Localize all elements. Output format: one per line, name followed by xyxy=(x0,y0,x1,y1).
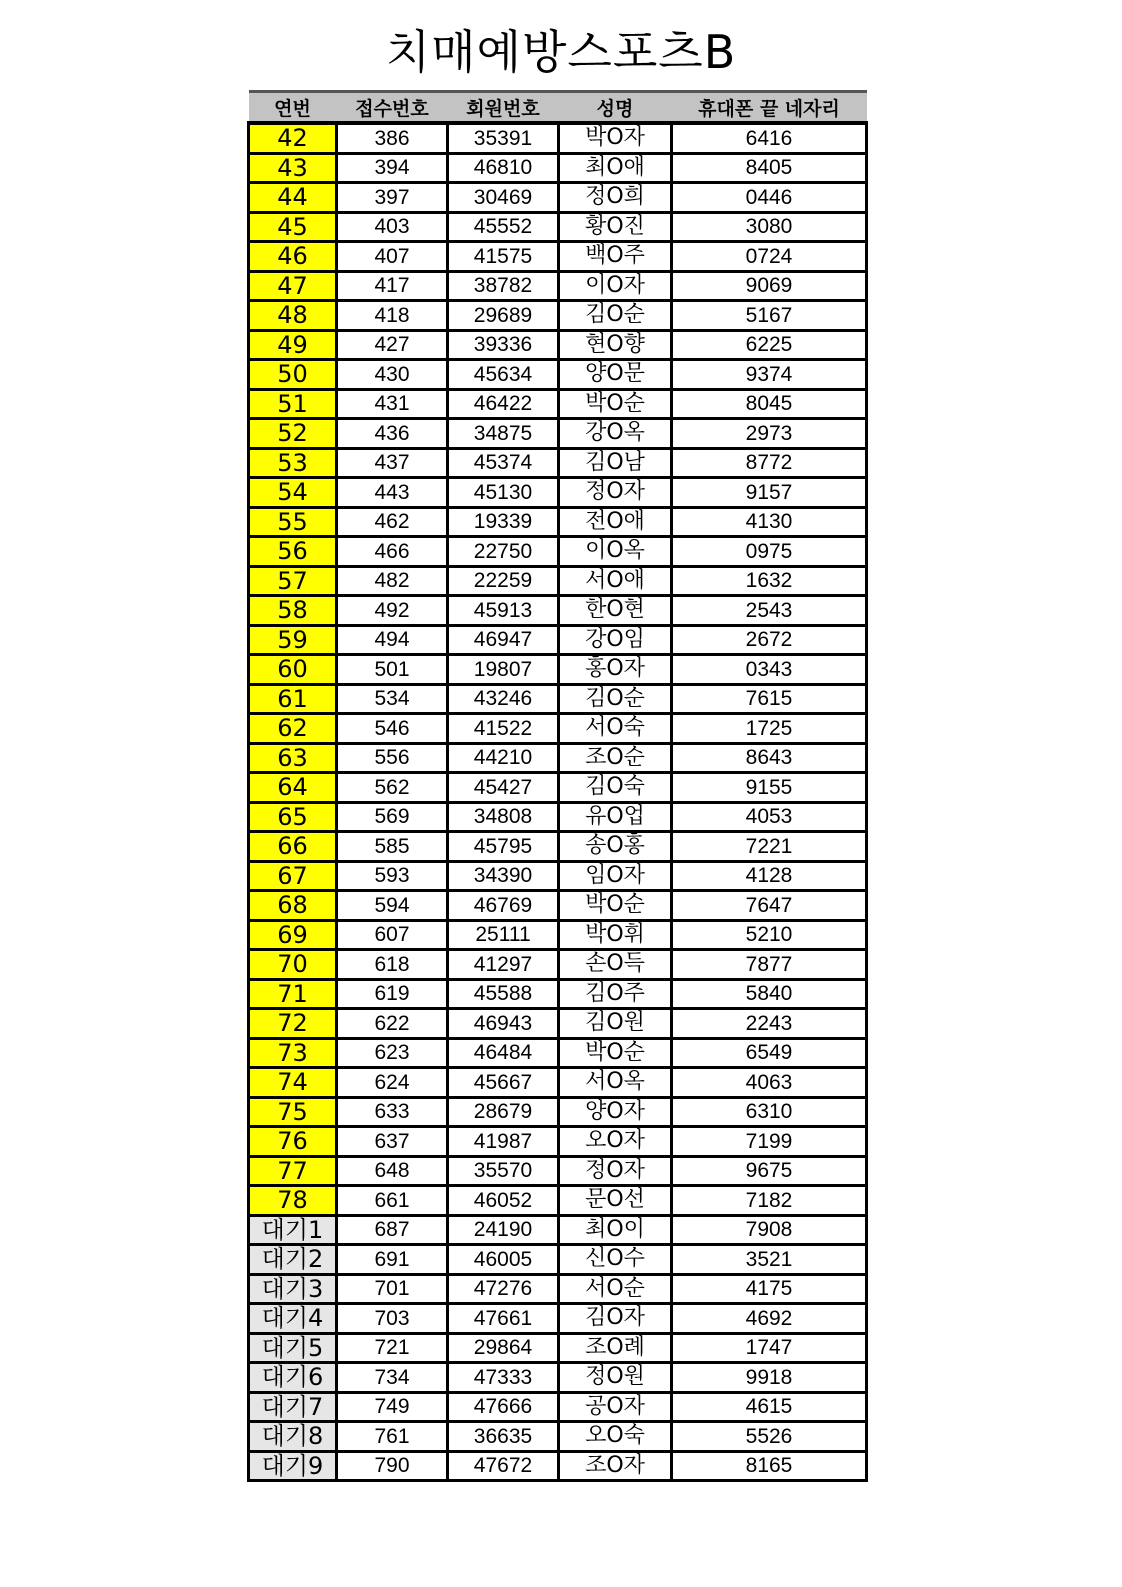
col-header-name: 성명 xyxy=(559,92,672,124)
table-row xyxy=(249,920,867,950)
cell-receipt-no: 703 xyxy=(337,1304,448,1334)
cell-name: 강O옥 xyxy=(559,419,672,449)
cell-member-no: 29689 xyxy=(448,301,559,331)
cell-receipt-no: 482 xyxy=(337,566,448,596)
cell-member-no: 41575 xyxy=(448,242,559,272)
cell-phone-last4: 8165 xyxy=(672,1451,867,1481)
table-row xyxy=(249,802,867,832)
table-body xyxy=(249,123,867,1481)
cell-receipt-no: 618 xyxy=(337,950,448,980)
cell-receipt-no: 431 xyxy=(337,389,448,419)
cell-phone-last4: 9157 xyxy=(672,478,867,508)
cell-phone-last4: 7877 xyxy=(672,950,867,980)
cell-receipt-no: 637 xyxy=(337,1127,448,1157)
cell-receipt-no: 661 xyxy=(337,1186,448,1216)
cell-receipt-no: 418 xyxy=(337,301,448,331)
cell-serial: 59 xyxy=(249,625,337,655)
table-row xyxy=(249,1097,867,1127)
cell-name: 김O숙 xyxy=(559,773,672,803)
table-row xyxy=(249,832,867,862)
table-row xyxy=(249,1422,867,1452)
cell-name: 김O남 xyxy=(559,448,672,478)
cell-serial: 70 xyxy=(249,950,337,980)
cell-serial: 대기6 xyxy=(249,1363,337,1393)
table-row xyxy=(249,1274,867,1304)
cell-phone-last4: 7615 xyxy=(672,684,867,714)
cell-phone-last4: 8643 xyxy=(672,743,867,773)
cell-member-no: 43246 xyxy=(448,684,559,714)
cell-phone-last4: 2672 xyxy=(672,625,867,655)
cell-name: 정O희 xyxy=(559,183,672,213)
cell-phone-last4: 4053 xyxy=(672,802,867,832)
cell-serial: 78 xyxy=(249,1186,337,1216)
table-row xyxy=(249,360,867,390)
cell-member-no: 28679 xyxy=(448,1097,559,1127)
cell-member-no: 19807 xyxy=(448,655,559,685)
cell-serial: 42 xyxy=(249,123,337,153)
cell-member-no: 34875 xyxy=(448,419,559,449)
table-row xyxy=(249,1127,867,1157)
table-row xyxy=(249,212,867,242)
cell-serial: 77 xyxy=(249,1156,337,1186)
cell-phone-last4: 9069 xyxy=(672,271,867,301)
cell-receipt-no: 607 xyxy=(337,920,448,950)
table-row xyxy=(249,1451,867,1481)
cell-member-no: 47661 xyxy=(448,1304,559,1334)
cell-member-no: 34808 xyxy=(448,802,559,832)
cell-phone-last4: 1747 xyxy=(672,1333,867,1363)
table-header xyxy=(249,92,867,124)
cell-phone-last4: 5167 xyxy=(672,301,867,331)
cell-name: 정O자 xyxy=(559,478,672,508)
cell-member-no: 46769 xyxy=(448,891,559,921)
cell-name: 이O옥 xyxy=(559,537,672,567)
cell-phone-last4: 7199 xyxy=(672,1127,867,1157)
cell-member-no: 46052 xyxy=(448,1186,559,1216)
cell-phone-last4: 9675 xyxy=(672,1156,867,1186)
cell-receipt-no: 622 xyxy=(337,1009,448,1039)
cell-receipt-no: 492 xyxy=(337,596,448,626)
cell-receipt-no: 691 xyxy=(337,1245,448,1275)
cell-serial: 48 xyxy=(249,301,337,331)
cell-receipt-no: 687 xyxy=(337,1215,448,1245)
cell-receipt-no: 430 xyxy=(337,360,448,390)
cell-member-no: 46005 xyxy=(448,1245,559,1275)
cell-name: 김O주 xyxy=(559,979,672,1009)
cell-serial: 46 xyxy=(249,242,337,272)
header-row xyxy=(249,92,867,124)
cell-receipt-no: 790 xyxy=(337,1451,448,1481)
cell-name: 김O자 xyxy=(559,1304,672,1334)
cell-serial: 75 xyxy=(249,1097,337,1127)
cell-receipt-no: 556 xyxy=(337,743,448,773)
cell-member-no: 46484 xyxy=(448,1038,559,1068)
cell-phone-last4: 4692 xyxy=(672,1304,867,1334)
cell-phone-last4: 7647 xyxy=(672,891,867,921)
cell-receipt-no: 534 xyxy=(337,684,448,714)
table-row xyxy=(249,566,867,596)
table-row xyxy=(249,123,867,153)
table-row xyxy=(249,950,867,980)
cell-serial: 74 xyxy=(249,1068,337,1098)
cell-phone-last4: 5840 xyxy=(672,979,867,1009)
cell-name: 양O문 xyxy=(559,360,672,390)
cell-receipt-no: 417 xyxy=(337,271,448,301)
cell-phone-last4: 6225 xyxy=(672,330,867,360)
cell-serial: 63 xyxy=(249,743,337,773)
cell-member-no: 41987 xyxy=(448,1127,559,1157)
cell-member-no: 35391 xyxy=(448,123,559,153)
cell-member-no: 45795 xyxy=(448,832,559,862)
cell-phone-last4: 5526 xyxy=(672,1422,867,1452)
table-row xyxy=(249,1156,867,1186)
cell-member-no: 45130 xyxy=(448,478,559,508)
cell-receipt-no: 427 xyxy=(337,330,448,360)
cell-phone-last4: 6310 xyxy=(672,1097,867,1127)
cell-serial: 60 xyxy=(249,655,337,685)
table-row xyxy=(249,1215,867,1245)
cell-name: 유O업 xyxy=(559,802,672,832)
table-row xyxy=(249,183,867,213)
cell-member-no: 30469 xyxy=(448,183,559,213)
cell-name: 조O례 xyxy=(559,1333,672,1363)
cell-serial: 52 xyxy=(249,419,337,449)
cell-name: 백O주 xyxy=(559,242,672,272)
cell-member-no: 46422 xyxy=(448,389,559,419)
table-row xyxy=(249,507,867,537)
page-title: 치매예방스포츠B xyxy=(385,25,737,79)
table-row xyxy=(249,271,867,301)
cell-receipt-no: 397 xyxy=(337,183,448,213)
cell-phone-last4: 4615 xyxy=(672,1392,867,1422)
table-row xyxy=(249,1304,867,1334)
cell-member-no: 38782 xyxy=(448,271,559,301)
cell-serial: 54 xyxy=(249,478,337,508)
cell-name: 서O숙 xyxy=(559,714,672,744)
cell-name: 김O순 xyxy=(559,301,672,331)
cell-phone-last4: 9374 xyxy=(672,360,867,390)
cell-serial: 56 xyxy=(249,537,337,567)
table-row xyxy=(249,1068,867,1098)
table-row xyxy=(249,655,867,685)
cell-member-no: 47333 xyxy=(448,1363,559,1393)
cell-name: 신O수 xyxy=(559,1245,672,1275)
cell-name: 강O임 xyxy=(559,625,672,655)
cell-member-no: 34390 xyxy=(448,861,559,891)
cell-member-no: 46947 xyxy=(448,625,559,655)
cell-name: 최O애 xyxy=(559,153,672,183)
table-row xyxy=(249,1186,867,1216)
cell-receipt-no: 386 xyxy=(337,123,448,153)
cell-receipt-no: 734 xyxy=(337,1363,448,1393)
cell-receipt-no: 648 xyxy=(337,1156,448,1186)
cell-phone-last4: 8405 xyxy=(672,153,867,183)
table-row xyxy=(249,448,867,478)
cell-serial: 대기2 xyxy=(249,1245,337,1275)
cell-serial: 43 xyxy=(249,153,337,183)
cell-phone-last4: 8772 xyxy=(672,448,867,478)
cell-name: 현O향 xyxy=(559,330,672,360)
cell-phone-last4: 9155 xyxy=(672,773,867,803)
cell-receipt-no: 546 xyxy=(337,714,448,744)
cell-receipt-no: 562 xyxy=(337,773,448,803)
cell-receipt-no: 436 xyxy=(337,419,448,449)
cell-serial: 대기7 xyxy=(249,1392,337,1422)
cell-receipt-no: 407 xyxy=(337,242,448,272)
cell-member-no: 45588 xyxy=(448,979,559,1009)
cell-name: 오O숙 xyxy=(559,1422,672,1452)
table-row xyxy=(249,861,867,891)
cell-member-no: 44210 xyxy=(448,743,559,773)
cell-receipt-no: 619 xyxy=(337,979,448,1009)
table-row xyxy=(249,773,867,803)
table-row xyxy=(249,743,867,773)
cell-member-no: 45552 xyxy=(448,212,559,242)
cell-serial: 61 xyxy=(249,684,337,714)
cell-name: 박O순 xyxy=(559,389,672,419)
cell-receipt-no: 749 xyxy=(337,1392,448,1422)
table-row xyxy=(249,153,867,183)
cell-member-no: 35570 xyxy=(448,1156,559,1186)
cell-receipt-no: 701 xyxy=(337,1274,448,1304)
cell-receipt-no: 569 xyxy=(337,802,448,832)
cell-receipt-no: 394 xyxy=(337,153,448,183)
cell-member-no: 45667 xyxy=(448,1068,559,1098)
cell-member-no: 47666 xyxy=(448,1392,559,1422)
cell-serial: 대기1 xyxy=(249,1215,337,1245)
cell-serial: 66 xyxy=(249,832,337,862)
cell-receipt-no: 761 xyxy=(337,1422,448,1452)
cell-serial: 55 xyxy=(249,507,337,537)
cell-name: 손O득 xyxy=(559,950,672,980)
cell-name: 박O자 xyxy=(559,123,672,153)
table-row xyxy=(249,389,867,419)
cell-name: 양O자 xyxy=(559,1097,672,1127)
table-row xyxy=(249,1009,867,1039)
col-header-receipt-no: 접수번호 xyxy=(337,92,448,124)
table-row xyxy=(249,979,867,1009)
table-row xyxy=(249,419,867,449)
table-row xyxy=(249,1245,867,1275)
cell-receipt-no: 623 xyxy=(337,1038,448,1068)
cell-receipt-no: 593 xyxy=(337,861,448,891)
cell-name: 이O자 xyxy=(559,271,672,301)
cell-member-no: 46943 xyxy=(448,1009,559,1039)
cell-member-no: 41522 xyxy=(448,714,559,744)
cell-name: 전O애 xyxy=(559,507,672,537)
table-row xyxy=(249,714,867,744)
cell-member-no: 39336 xyxy=(448,330,559,360)
cell-name: 오O자 xyxy=(559,1127,672,1157)
cell-member-no: 22259 xyxy=(448,566,559,596)
table-row xyxy=(249,478,867,508)
cell-member-no: 45374 xyxy=(448,448,559,478)
cell-receipt-no: 624 xyxy=(337,1068,448,1098)
cell-name: 정O원 xyxy=(559,1363,672,1393)
cell-serial: 대기4 xyxy=(249,1304,337,1334)
cell-name: 문O선 xyxy=(559,1186,672,1216)
cell-serial: 71 xyxy=(249,979,337,1009)
cell-member-no: 46810 xyxy=(448,153,559,183)
cell-name: 서O순 xyxy=(559,1274,672,1304)
cell-serial: 73 xyxy=(249,1038,337,1068)
cell-member-no: 22750 xyxy=(448,537,559,567)
cell-member-no: 45634 xyxy=(448,360,559,390)
table-row xyxy=(249,1363,867,1393)
col-header-serial: 연번 xyxy=(249,92,337,124)
cell-phone-last4: 4175 xyxy=(672,1274,867,1304)
cell-serial: 67 xyxy=(249,861,337,891)
cell-phone-last4: 4130 xyxy=(672,507,867,537)
cell-serial: 68 xyxy=(249,891,337,921)
cell-name: 최O이 xyxy=(559,1215,672,1245)
cell-name: 서O옥 xyxy=(559,1068,672,1098)
cell-name: 김O순 xyxy=(559,684,672,714)
cell-serial: 51 xyxy=(249,389,337,419)
table-row xyxy=(249,242,867,272)
cell-receipt-no: 494 xyxy=(337,625,448,655)
table-row xyxy=(249,1392,867,1422)
cell-name: 정O자 xyxy=(559,1156,672,1186)
cell-phone-last4: 3080 xyxy=(672,212,867,242)
cell-serial: 49 xyxy=(249,330,337,360)
cell-serial: 65 xyxy=(249,802,337,832)
cell-phone-last4: 0724 xyxy=(672,242,867,272)
cell-member-no: 25111 xyxy=(448,920,559,950)
cell-member-no: 36635 xyxy=(448,1422,559,1452)
table-row xyxy=(249,625,867,655)
cell-serial: 대기3 xyxy=(249,1274,337,1304)
col-header-phone-last4: 휴대폰 끝 네자리 xyxy=(672,92,867,124)
cell-phone-last4: 4063 xyxy=(672,1068,867,1098)
cell-receipt-no: 594 xyxy=(337,891,448,921)
cell-name: 공O자 xyxy=(559,1392,672,1422)
cell-phone-last4: 7908 xyxy=(672,1215,867,1245)
cell-receipt-no: 585 xyxy=(337,832,448,862)
cell-serial: 69 xyxy=(249,920,337,950)
table-row xyxy=(249,301,867,331)
cell-name: 조O자 xyxy=(559,1451,672,1481)
cell-phone-last4: 7182 xyxy=(672,1186,867,1216)
cell-name: 조O순 xyxy=(559,743,672,773)
cell-member-no: 24190 xyxy=(448,1215,559,1245)
table-row xyxy=(249,330,867,360)
cell-member-no: 41297 xyxy=(448,950,559,980)
cell-phone-last4: 3521 xyxy=(672,1245,867,1275)
cell-phone-last4: 6549 xyxy=(672,1038,867,1068)
roster-table xyxy=(247,90,868,1482)
table-row xyxy=(249,684,867,714)
cell-serial: 45 xyxy=(249,212,337,242)
cell-phone-last4: 1725 xyxy=(672,714,867,744)
cell-name: 한O현 xyxy=(559,596,672,626)
cell-name: 황O진 xyxy=(559,212,672,242)
cell-phone-last4: 9918 xyxy=(672,1363,867,1393)
cell-member-no: 45427 xyxy=(448,773,559,803)
table-row xyxy=(249,1333,867,1363)
table-row xyxy=(249,1038,867,1068)
cell-serial: 57 xyxy=(249,566,337,596)
cell-name: 서O애 xyxy=(559,566,672,596)
cell-phone-last4: 0446 xyxy=(672,183,867,213)
table-row xyxy=(249,596,867,626)
cell-serial: 72 xyxy=(249,1009,337,1039)
col-header-member-no: 회원번호 xyxy=(448,92,559,124)
cell-phone-last4: 0343 xyxy=(672,655,867,685)
cell-receipt-no: 633 xyxy=(337,1097,448,1127)
cell-phone-last4: 5210 xyxy=(672,920,867,950)
cell-serial: 대기8 xyxy=(249,1422,337,1452)
cell-member-no: 19339 xyxy=(448,507,559,537)
cell-serial: 대기9 xyxy=(249,1451,337,1481)
cell-serial: 44 xyxy=(249,183,337,213)
cell-serial: 대기5 xyxy=(249,1333,337,1363)
cell-phone-last4: 1632 xyxy=(672,566,867,596)
cell-serial: 50 xyxy=(249,360,337,390)
cell-receipt-no: 466 xyxy=(337,537,448,567)
cell-serial: 76 xyxy=(249,1127,337,1157)
cell-phone-last4: 4128 xyxy=(672,861,867,891)
cell-receipt-no: 403 xyxy=(337,212,448,242)
cell-name: 임O자 xyxy=(559,861,672,891)
cell-serial: 58 xyxy=(249,596,337,626)
cell-phone-last4: 2543 xyxy=(672,596,867,626)
cell-receipt-no: 721 xyxy=(337,1333,448,1363)
cell-phone-last4: 6416 xyxy=(672,123,867,153)
cell-receipt-no: 501 xyxy=(337,655,448,685)
cell-phone-last4: 2973 xyxy=(672,419,867,449)
cell-name: 송O홍 xyxy=(559,832,672,862)
cell-receipt-no: 443 xyxy=(337,478,448,508)
cell-serial: 47 xyxy=(249,271,337,301)
table-row xyxy=(249,891,867,921)
cell-phone-last4: 8045 xyxy=(672,389,867,419)
cell-name: 박O순 xyxy=(559,891,672,921)
cell-member-no: 47672 xyxy=(448,1451,559,1481)
cell-name: 김O원 xyxy=(559,1009,672,1039)
cell-name: 홍O자 xyxy=(559,655,672,685)
cell-receipt-no: 462 xyxy=(337,507,448,537)
cell-member-no: 29864 xyxy=(448,1333,559,1363)
cell-phone-last4: 7221 xyxy=(672,832,867,862)
cell-serial: 64 xyxy=(249,773,337,803)
cell-phone-last4: 2243 xyxy=(672,1009,867,1039)
cell-serial: 62 xyxy=(249,714,337,744)
cell-name: 박O휘 xyxy=(559,920,672,950)
cell-phone-last4: 0975 xyxy=(672,537,867,567)
table-row xyxy=(249,537,867,567)
cell-name: 박O순 xyxy=(559,1038,672,1068)
cell-serial: 53 xyxy=(249,448,337,478)
cell-receipt-no: 437 xyxy=(337,448,448,478)
cell-member-no: 45913 xyxy=(448,596,559,626)
cell-member-no: 47276 xyxy=(448,1274,559,1304)
